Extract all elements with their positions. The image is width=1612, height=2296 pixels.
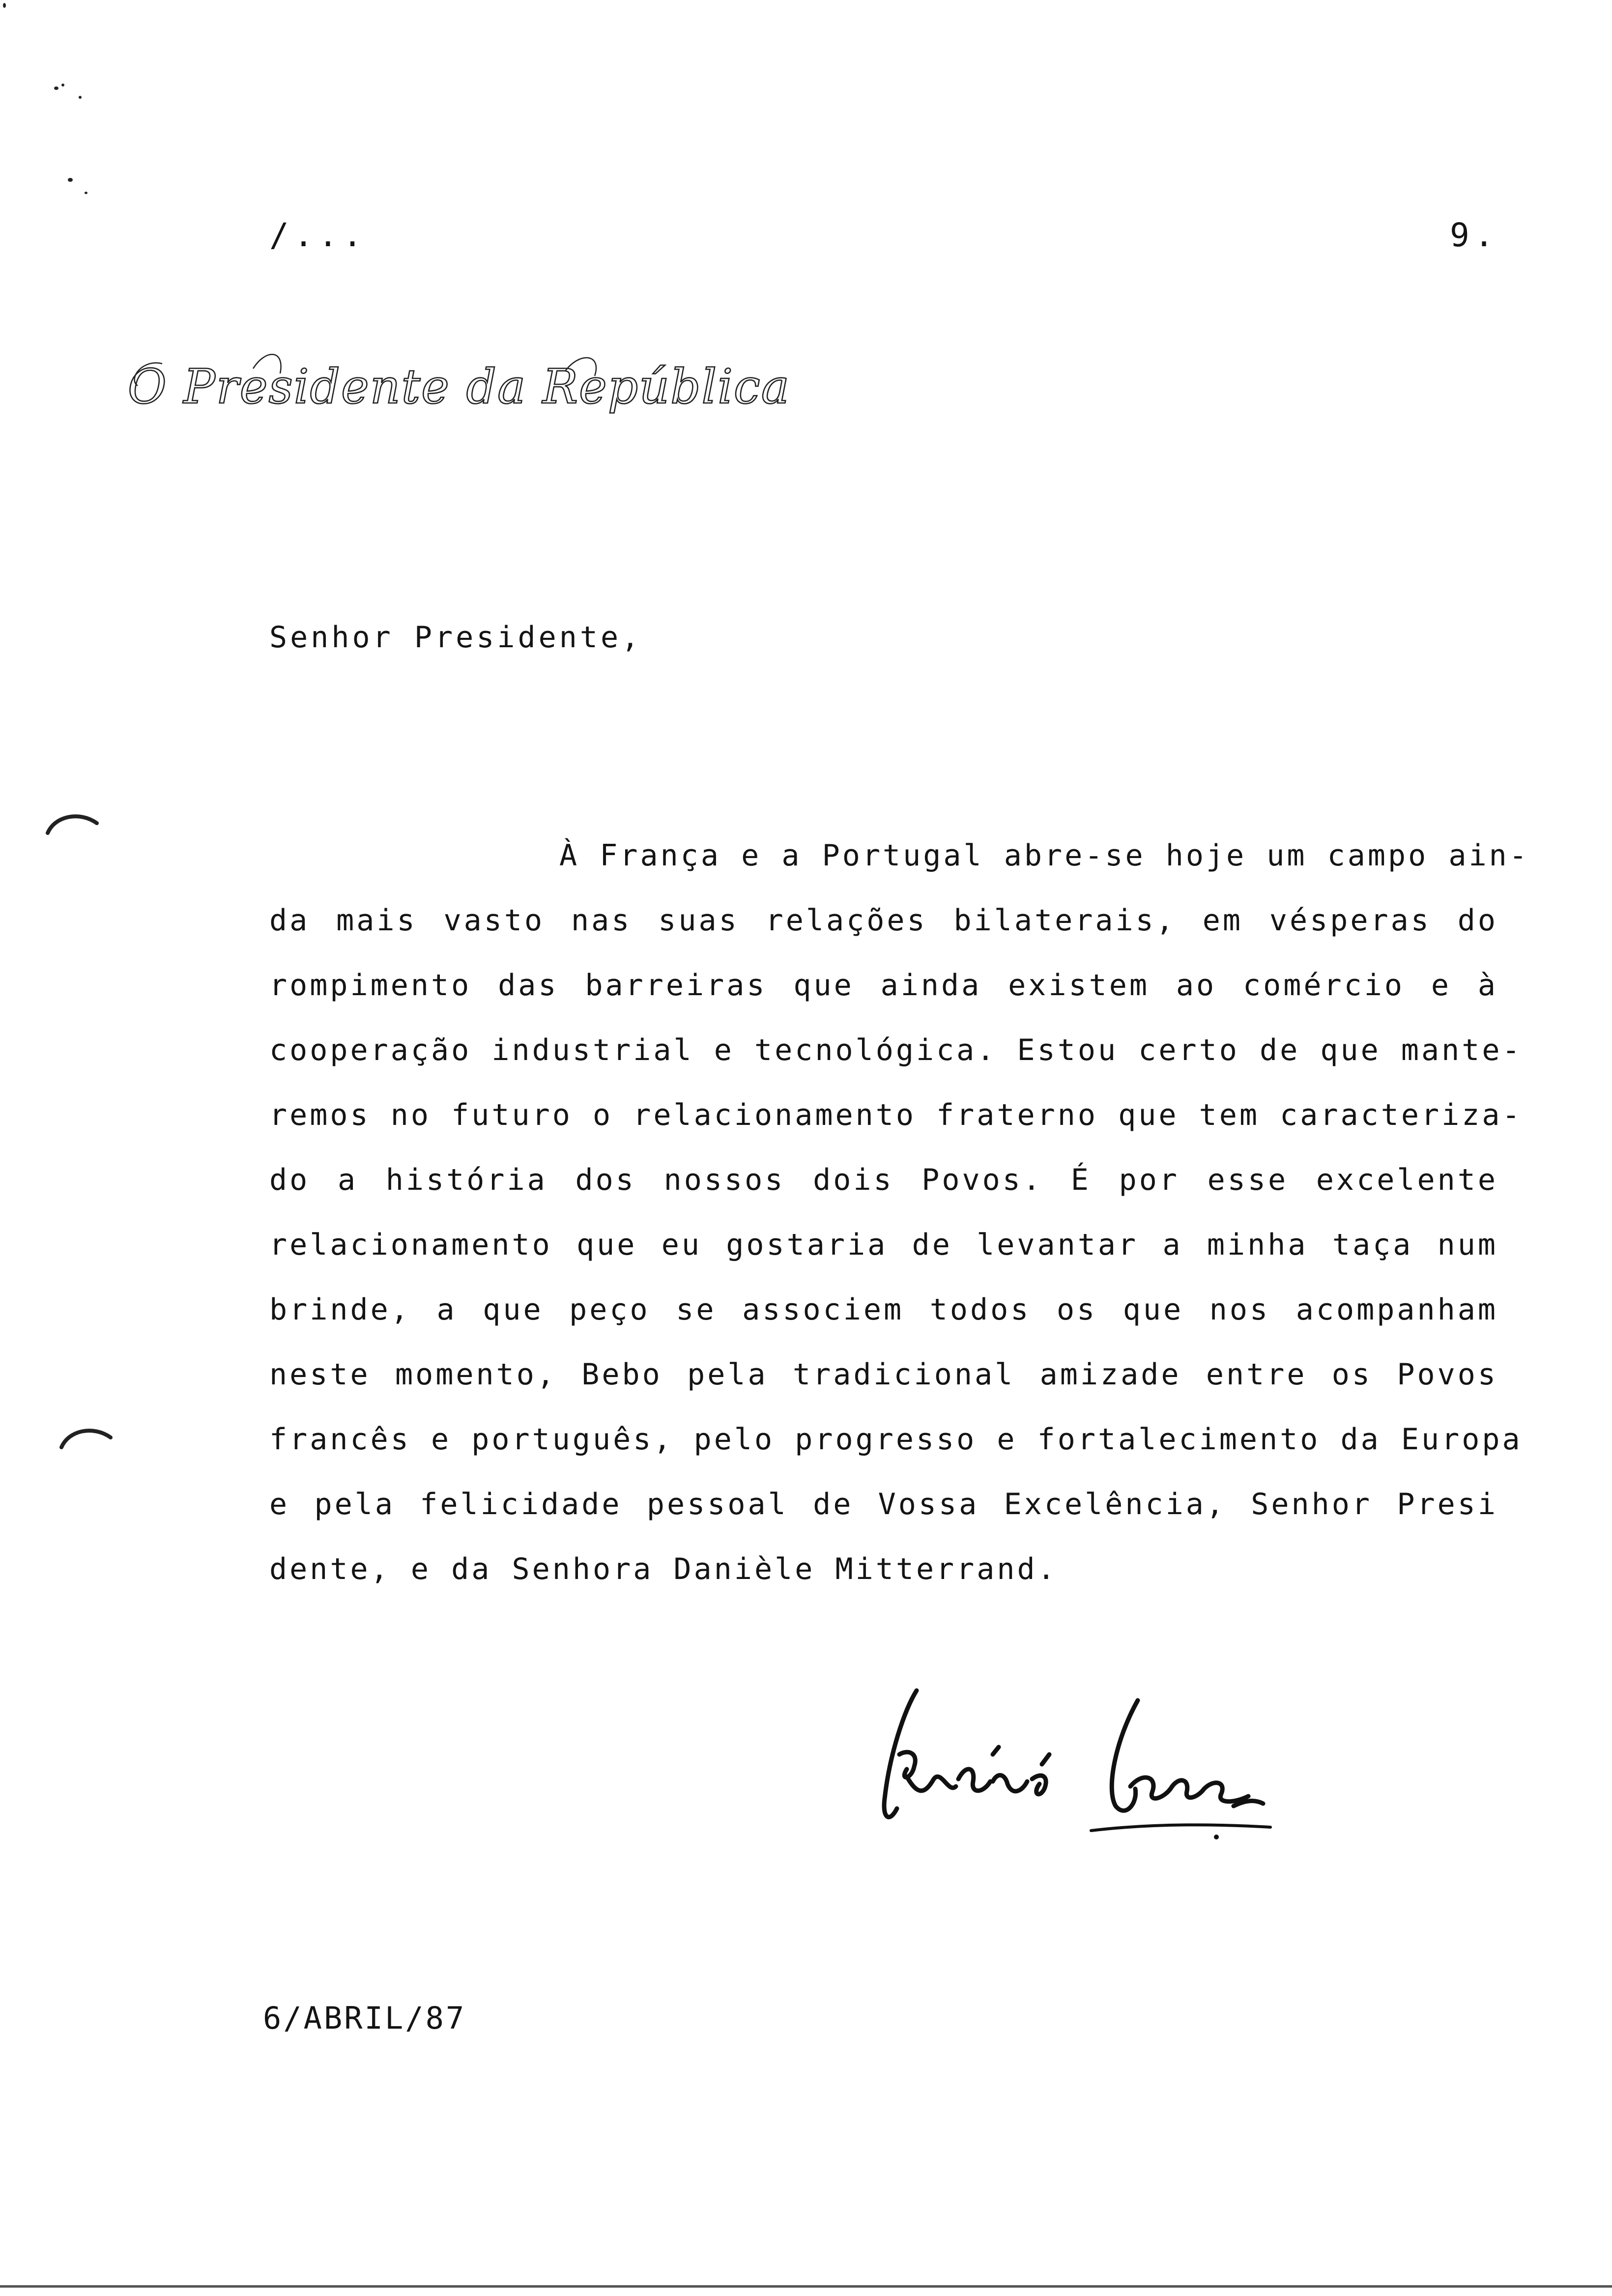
handwritten-signature bbox=[870, 1681, 1273, 1843]
body-line: francês e português, pelo progresso e fortalecimento da Europa bbox=[269, 1422, 1523, 1457]
letterhead-logo bbox=[123, 339, 790, 437]
body-line: do a história dos nossos dois Povos. É por esse excelente bbox=[269, 1163, 1498, 1197]
letter-date: 6/ABRIL/87 bbox=[263, 2000, 466, 2036]
scan-speck bbox=[85, 192, 87, 194]
body-line: rompimento das barreiras que ainda existem ao comércio e à bbox=[269, 968, 1498, 1003]
body-line: e pela felicidade pessoal de Vossa Excelência, Senhor Presi bbox=[269, 1487, 1498, 1521]
margin-mark bbox=[59, 1425, 113, 1450]
body-line: dente, e da Senhora Danièle Mitterrand. bbox=[269, 1552, 1058, 1586]
scan-speck bbox=[79, 96, 82, 99]
continuation-mark: /... bbox=[269, 216, 367, 254]
letter-body bbox=[269, 823, 1529, 1602]
salutation: Senhor Presidente, bbox=[269, 620, 642, 655]
margin-mark bbox=[45, 811, 99, 835]
body-line: À França e a Portugal abre-se hoje um campo ain- bbox=[559, 838, 1529, 873]
scan-speck bbox=[61, 84, 64, 86]
body-line: brinde, a que peço se associem todos os que nos acompanham bbox=[269, 1292, 1498, 1327]
body-line: neste momento, Bebo pela tradicional amizade entre os Povos bbox=[269, 1357, 1498, 1392]
body-line: cooperação industrial e tecnológica. Estou certo de que mante- bbox=[269, 1033, 1523, 1067]
scan-speck bbox=[54, 86, 58, 90]
svg-text:O Presidente da República: O Presidente da República bbox=[128, 359, 790, 414]
scan-speck bbox=[3, 3, 6, 8]
scan-edge-line bbox=[0, 2285, 1612, 2288]
page-number: 9. bbox=[1450, 216, 1499, 254]
body-line: da mais vasto nas suas relações bilaterais, em vésperas do bbox=[269, 903, 1498, 938]
body-line: remos no futuro o relacionamento fraterno que tem caracteriza- bbox=[269, 1098, 1523, 1132]
body-line: relacionamento que eu gostaria de levantar a minha taça num bbox=[269, 1228, 1498, 1262]
scan-speck bbox=[68, 178, 73, 182]
